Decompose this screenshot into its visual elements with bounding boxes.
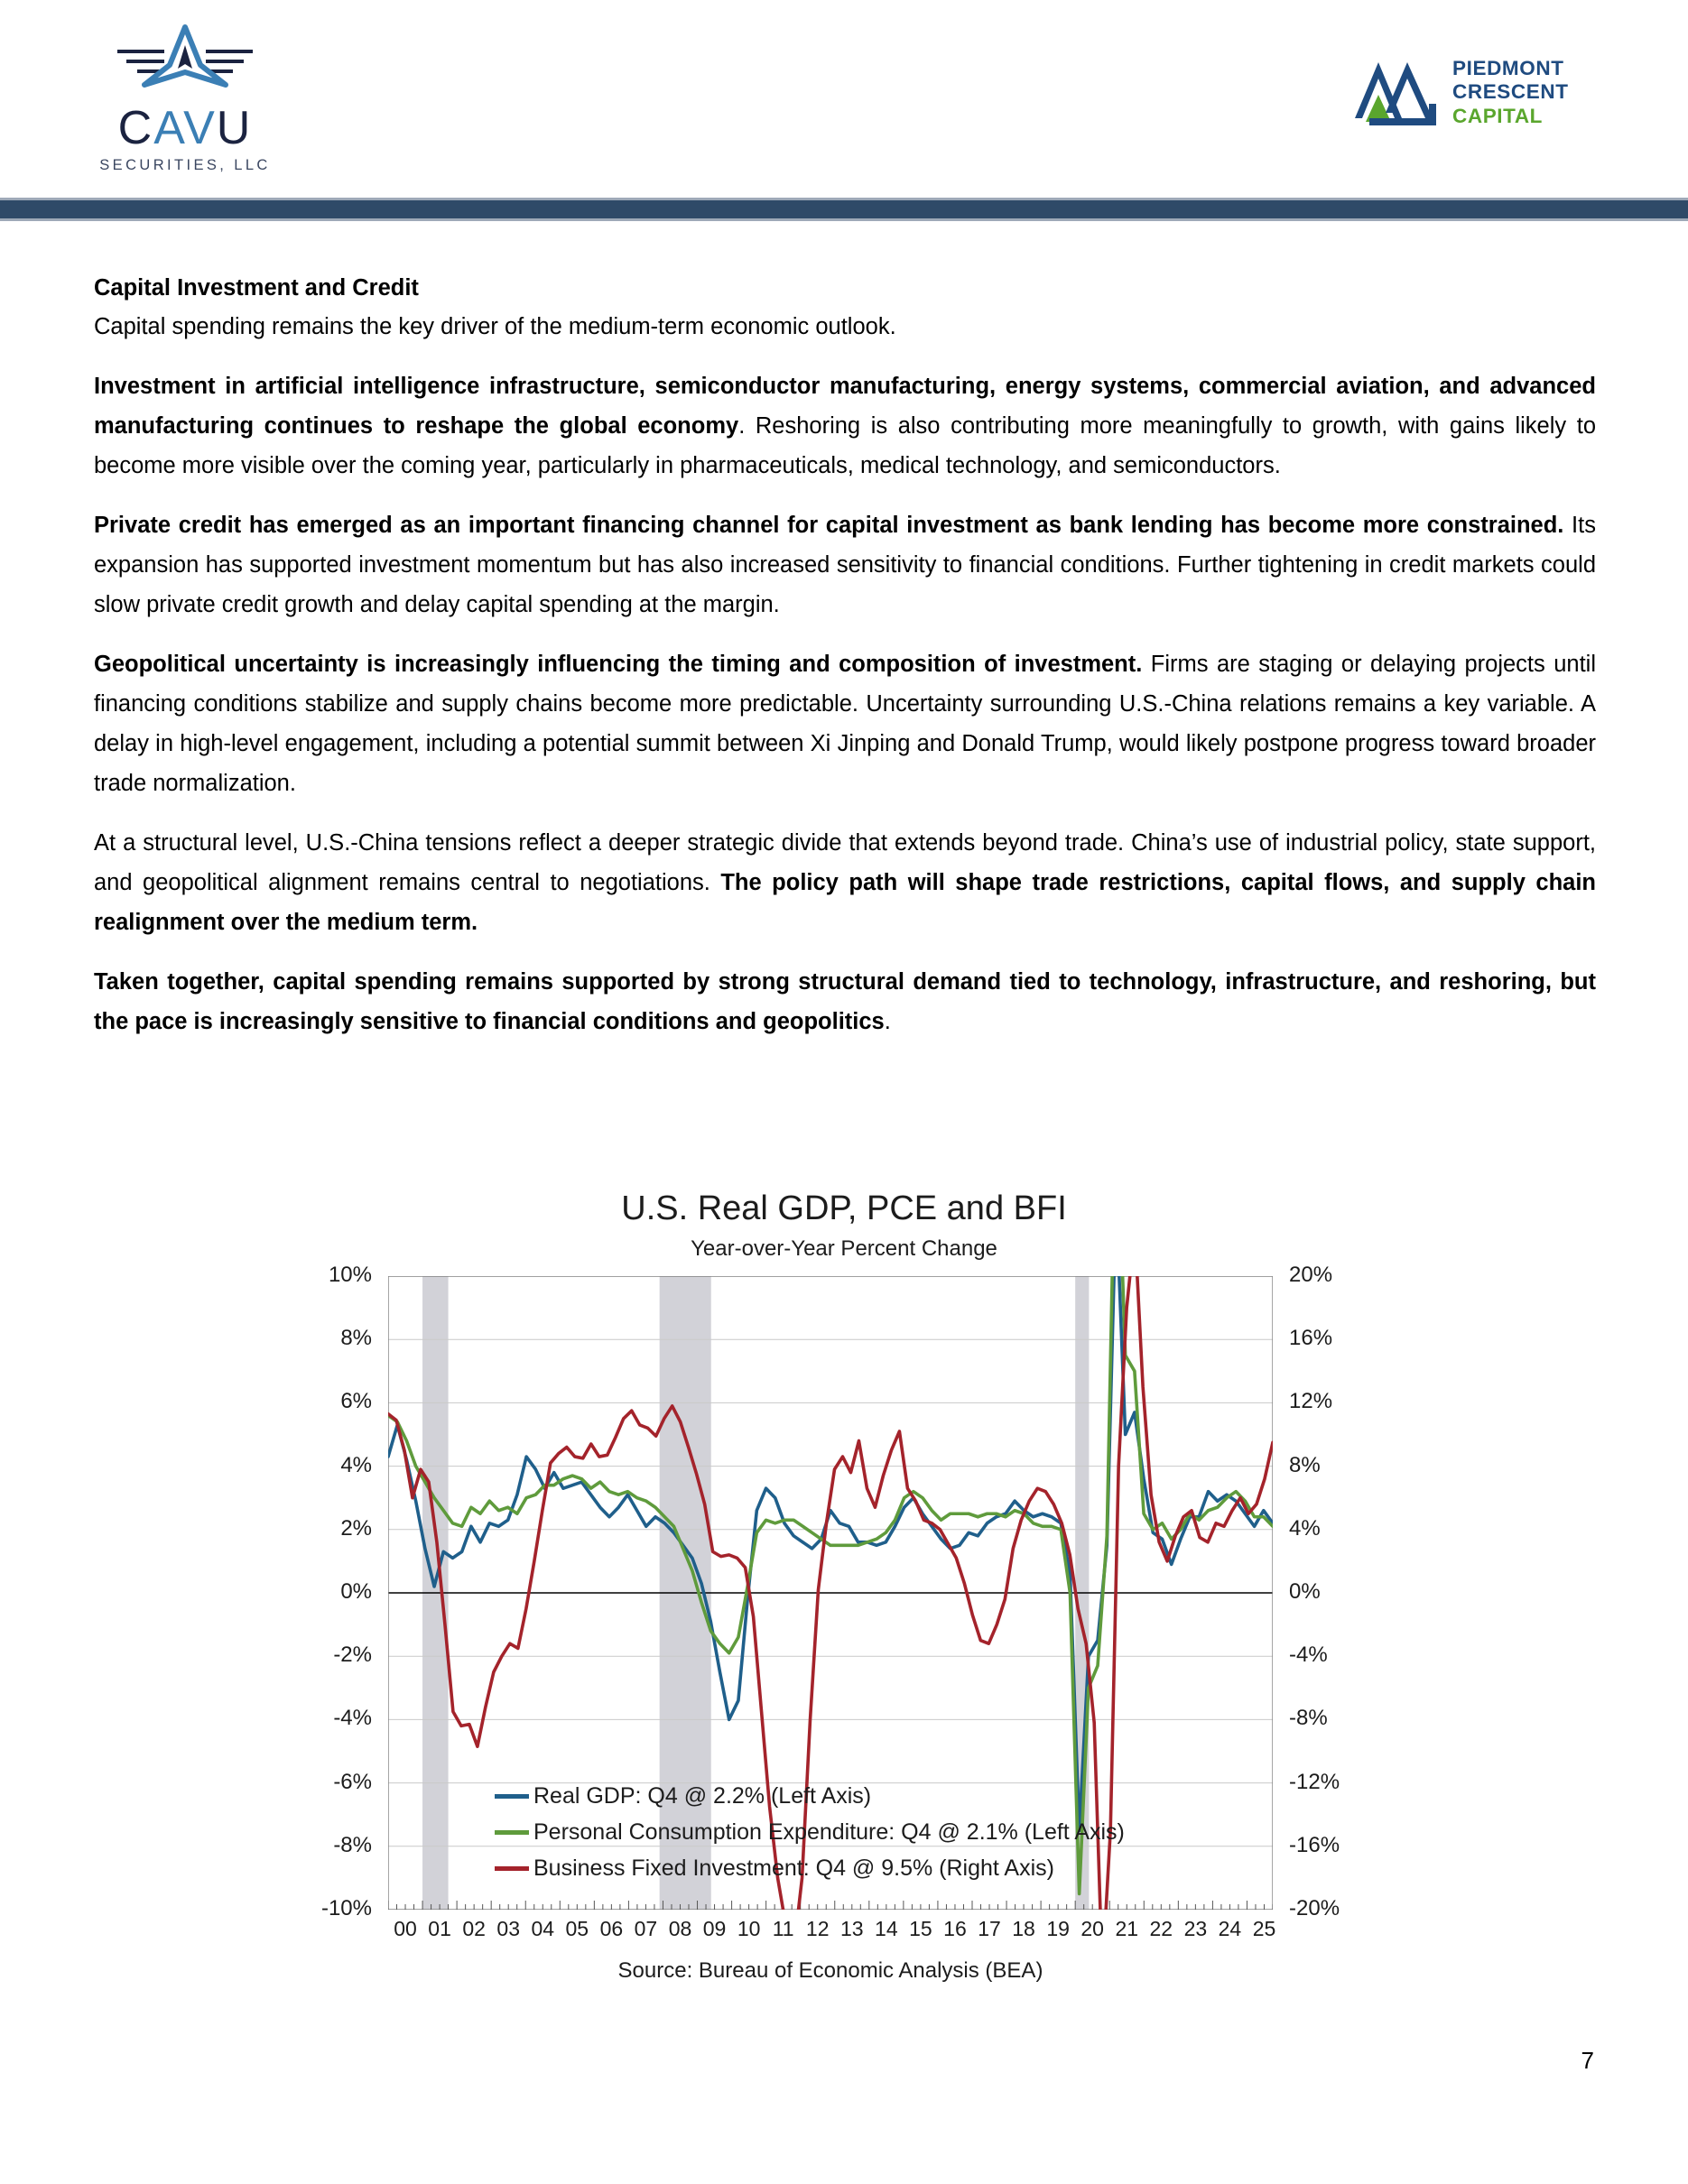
x-axis-tick: 03 xyxy=(496,1917,520,1940)
x-axis-tick: 12 xyxy=(805,1917,830,1940)
chart-legend xyxy=(495,1778,1271,1886)
paragraph-3-bold: Geopolitical uncertainty is increasingly influencing the timing and composition of investment. xyxy=(94,652,1143,677)
y-axis-right-tick: -8% xyxy=(1289,1706,1328,1731)
y-axis-right-tick: -16% xyxy=(1289,1832,1340,1857)
x-axis-tick: 24 xyxy=(1218,1917,1242,1940)
piedmont-line-3: CAPITAL xyxy=(1452,104,1544,127)
y-axis-left-tick: 0% xyxy=(340,1579,372,1604)
chart-figure xyxy=(0,1189,1688,2020)
x-axis-tick: 10 xyxy=(737,1917,761,1940)
legend-label-bfi: Business Fixed Investment: Q4 @ 9.5% (Right Axis) xyxy=(533,1855,1054,1881)
x-axis-tick: 16 xyxy=(943,1917,967,1940)
lead-paragraph: Capital spending remains the key driver of the medium-term economic outlook. xyxy=(94,314,896,339)
y-axis-right-tick: -12% xyxy=(1289,1769,1340,1794)
paragraph-2-rest: Its expansion has supported investment momentum but has also increased sensitivity to financial conditions. Further tightening in credit markets could slow private credit growth and delay capital spending at the margin. xyxy=(94,513,1596,617)
paragraph-4-bold: The policy path will shape trade restrictions, capital flows, and supply chain realignment over the medium term. xyxy=(94,870,1596,935)
x-axis-tick: 17 xyxy=(978,1917,1001,1940)
paragraph-1-bold: Investment in artificial intelligence infrastructure, semiconductor manufacturing, energy systems, commercial aviation, and advanced manufacturing continues to reshape the global economy xyxy=(94,374,1596,439)
cavu-letter-c: C xyxy=(117,102,154,154)
paragraph-3-rest: Firms are staging or delaying projects until financing conditions stabilize and supply chains become more predictable. Uncertainty surrounding U.S.-China relations remains a key variable. A delay in high-level engagement, including a potential summit between Xi Jinping and Donald Trump, would likely postpone progress toward broader trade normalization. xyxy=(94,652,1596,796)
cavu-wordmark xyxy=(90,103,280,153)
y-axis-left-tick: -10% xyxy=(320,1896,372,1920)
x-axis-tick: 01 xyxy=(428,1917,451,1940)
x-axis-tick: 05 xyxy=(565,1917,589,1940)
paragraph-5 xyxy=(94,962,1596,1041)
cavu-letter-a: A xyxy=(153,102,184,154)
x-axis-tick: 14 xyxy=(875,1917,898,1940)
y-axis-left-tick: 8% xyxy=(340,1326,372,1351)
y-axis-right-tick: 8% xyxy=(1289,1452,1321,1477)
y-axis-left-tick: -2% xyxy=(333,1643,372,1668)
y-axis-left-tick: -6% xyxy=(333,1769,372,1794)
piedmont-crescent-capital-logo xyxy=(1351,41,1613,144)
x-axis-tick: 18 xyxy=(1012,1917,1035,1940)
y-axis-left-tick: 6% xyxy=(340,1389,372,1414)
x-axis-tick: 07 xyxy=(634,1917,658,1940)
y-axis-right-tick: 20% xyxy=(1289,1263,1333,1287)
x-axis-tick: 11 xyxy=(772,1917,794,1940)
x-axis-tick: 00 xyxy=(394,1917,417,1940)
y-axis-left-tick: -8% xyxy=(333,1832,372,1857)
paragraph-5-bold: Taken together, capital spending remains supported by strong structural demand tied to technology, infrastructure, and reshoring, but the pace is increasingly sensitive to financial conditions and geopolitics xyxy=(94,969,1596,1034)
chart-source-note: Source: Bureau of Economic Analysis (BEA) xyxy=(617,1958,1043,1983)
section-heading: Capital Investment and Credit xyxy=(94,275,419,301)
paragraph-1-rest: . Reshoring is also contributing more meaningfully to growth, with gains likely to become more visible over the coming year, particularly in pharmaceuticals, medical technology, and semiconductors. xyxy=(94,413,1596,478)
document-body xyxy=(94,271,1596,1061)
y-axis-left-tick: -4% xyxy=(333,1706,372,1731)
legend-label-real-gdp: Real GDP: Q4 @ 2.2% (Left Axis) xyxy=(533,1782,872,1809)
page-header xyxy=(0,0,1688,206)
x-axis-tick: 06 xyxy=(599,1917,624,1940)
paragraph-3 xyxy=(94,644,1596,803)
paragraph-2-bold: Private credit has emerged as an important financing channel for capital investment as bank lending has become more constrained. xyxy=(94,513,1564,538)
x-axis-tick: 09 xyxy=(702,1917,727,1940)
chart-title: U.S. Real GDP, PCE and BFI xyxy=(621,1189,1067,1227)
piedmont-line-2: CRESCENT xyxy=(1452,80,1569,104)
x-axis-tick: 04 xyxy=(531,1917,555,1940)
y-axis-left-tick: 2% xyxy=(340,1515,372,1541)
x-axis-labels xyxy=(388,1917,1276,1948)
x-axis-tick: 02 xyxy=(462,1917,486,1940)
x-axis-tick: 08 xyxy=(668,1917,692,1940)
y-axis-right-tick: -20% xyxy=(1289,1896,1340,1920)
x-axis-tick: 22 xyxy=(1149,1917,1173,1940)
cavu-tagline: SECURITIES, LLC xyxy=(99,157,271,173)
cavu-letter-u: U xyxy=(216,102,253,154)
piedmont-wordmark xyxy=(1452,57,1569,129)
y-axis-right-tick: 4% xyxy=(1289,1515,1321,1541)
mountain-triangles-icon xyxy=(1351,57,1440,129)
cavu-letter-v: V xyxy=(183,102,217,154)
legend-swatch-pce xyxy=(495,1830,529,1835)
legend-item-real-gdp xyxy=(495,1778,1271,1814)
x-axis-tick: 25 xyxy=(1252,1917,1276,1940)
header-divider-bar xyxy=(0,198,1688,221)
paragraph-1 xyxy=(94,366,1596,486)
star-wings-icon xyxy=(90,22,280,101)
legend-item-bfi xyxy=(495,1850,1271,1886)
legend-label-pce: Personal Consumption Expenditure: Q4 @ 2.1% (Left Axis) xyxy=(533,1818,1125,1845)
legend-swatch-bfi xyxy=(495,1866,529,1871)
x-axis-tick: 21 xyxy=(1115,1917,1139,1940)
y-axis-right-tick: 16% xyxy=(1289,1326,1333,1351)
piedmont-line-1: PIEDMONT xyxy=(1452,56,1564,79)
paragraph-4 xyxy=(94,823,1596,942)
x-axis-tick: 20 xyxy=(1081,1917,1104,1940)
legend-swatch-real-gdp xyxy=(495,1794,529,1799)
page-number: 7 xyxy=(1581,2047,1594,2074)
y-axis-right-tick: 12% xyxy=(1289,1389,1333,1414)
x-axis-tick: 15 xyxy=(909,1917,932,1940)
y-axis-right-tick: 0% xyxy=(1289,1579,1321,1604)
x-axis-tick: 19 xyxy=(1046,1917,1070,1940)
x-axis-tick: 13 xyxy=(839,1917,864,1940)
paragraph-4-plain: At a structural level, U.S.-China tensions reflect a deeper strategic divide that extends beyond trade. China’s use of industrial policy, state support, and geopolitical alignment remains central to negotiations. xyxy=(94,830,1596,895)
y-axis-right-tick: -4% xyxy=(1289,1643,1328,1668)
chart-subtitle: Year-over-Year Percent Change xyxy=(691,1236,997,1261)
paragraph-5-rest: . xyxy=(884,1009,891,1034)
x-axis-tick: 23 xyxy=(1183,1917,1208,1940)
y-axis-left-tick: 10% xyxy=(328,1263,372,1287)
cavu-logo xyxy=(90,22,280,180)
paragraph-2 xyxy=(94,505,1596,625)
legend-item-pce xyxy=(495,1814,1271,1850)
y-axis-left-tick: 4% xyxy=(340,1452,372,1477)
